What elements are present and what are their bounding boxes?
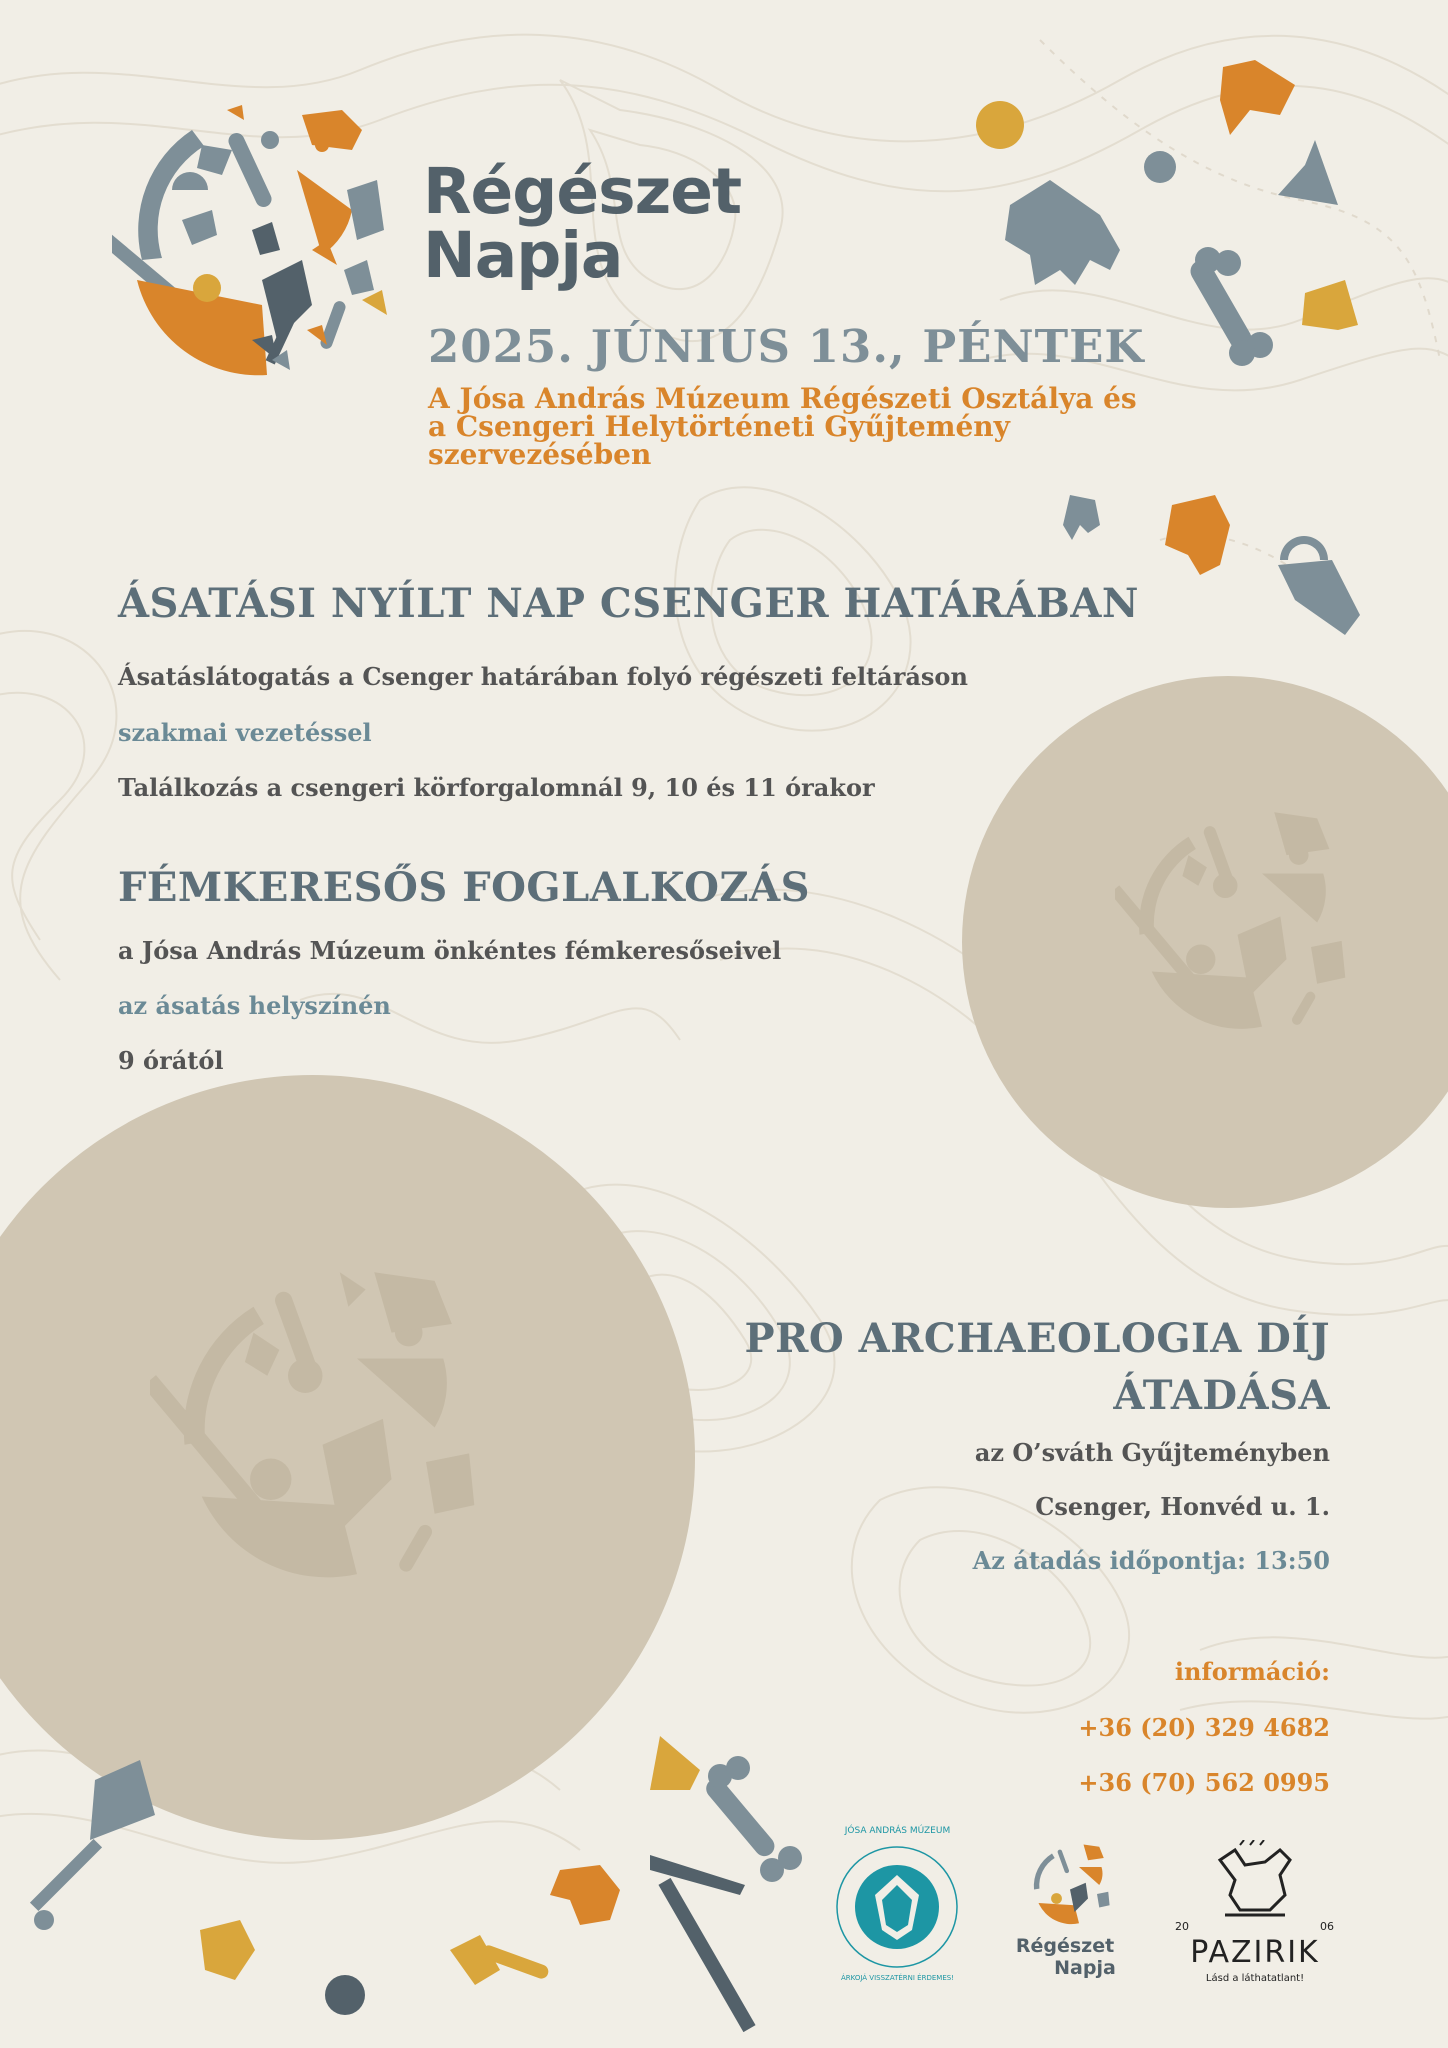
museum-ring-top: JÓSA ANDRÁS MÚZEUM	[844, 1826, 951, 1836]
mustard-wedge-icon	[650, 1736, 700, 1790]
section3-line3: Az átadás időpontja: 13:50	[972, 1546, 1330, 1575]
trowel-icon	[90, 1760, 155, 1840]
dark-dot-icon	[325, 1975, 365, 2015]
section3-line1: az O’sváth Gyűjteményben	[974, 1438, 1330, 1467]
regeszet-napja-logo	[112, 90, 402, 380]
small-slate-shard-icon	[1063, 495, 1100, 540]
pot-icon	[1278, 560, 1360, 635]
pot-handle-icon	[1280, 536, 1328, 560]
organizer-line2: a Csengeri Helytörténeti Gyűjtemény	[428, 410, 1010, 443]
museum-ring-bottom: ÁRKOJÁ VISSZATÉRNI ÉRDEMES!	[840, 1974, 954, 1982]
josa-museum-logo	[830, 1826, 965, 1982]
event-title-line1: Régészet	[423, 155, 742, 228]
section3-heading-line1: PRO ARCHAEOLOGIA DÍJ	[744, 1315, 1330, 1362]
pazirik-year-left: 20	[1175, 1920, 1189, 1933]
section2-line1: a Jósa András Múzeum önkéntes fémkeresőseivel	[118, 936, 782, 965]
info-phone1[interactable]: +36 (20) 329 4682	[1078, 1713, 1330, 1742]
info-label: információ:	[1174, 1657, 1330, 1686]
orange-shard-icon	[1220, 60, 1295, 135]
pazirik-logo	[1170, 1840, 1340, 1990]
organizer-line3: szervezésében	[428, 438, 652, 471]
section1-line2: szakmai vezetéssel	[118, 718, 372, 747]
scattered-artifacts-bottom	[0, 1730, 860, 2048]
mustard-pentagon-icon	[200, 1920, 255, 1980]
faded-logo-large	[150, 1255, 495, 1600]
section3-line2: Csenger, Honvéd u. 1.	[1035, 1492, 1330, 1521]
bone-bottom-icon	[702, 1775, 778, 1861]
event-title	[423, 155, 742, 292]
pazirik-animal-icon	[1210, 1840, 1300, 1925]
pottery-fragment-icon	[1005, 180, 1120, 285]
small-logo-line2: Napja	[1054, 1957, 1116, 1979]
scattered-artifacts-top-right	[960, 55, 1380, 675]
faded-logo-medium	[1115, 800, 1360, 1045]
mustard-shard-icon	[1302, 280, 1358, 330]
section2-heading: FÉMKERESŐS FOGLALKOZÁS	[118, 864, 811, 911]
section2-line2: az ásatás helyszínén	[118, 991, 391, 1020]
museum-emblem-icon	[830, 1840, 965, 1975]
event-date: 2025. JÚNIUS 13., PÉNTEK	[428, 320, 1145, 373]
orange-sherd-icon	[550, 1865, 620, 1925]
section2-line3: 9 órától	[118, 1046, 224, 1075]
pickaxe-handle-icon	[658, 1878, 755, 2032]
pazirik-year-right: 06	[1320, 1920, 1334, 1933]
small-logo-line1: Régészet	[1015, 1935, 1115, 1957]
regeszet-napja-small-logo	[1010, 1840, 1130, 1990]
section1-heading: ÁSATÁSI NYÍLT NAP CSENGER HATÁRÁBAN	[118, 580, 1139, 627]
small-logo-emblem-icon	[1025, 1840, 1115, 1930]
orange-fragment-icon	[1165, 495, 1230, 575]
section3-heading	[745, 1310, 1331, 1424]
info-phone2[interactable]: +36 (70) 562 0995	[1078, 1768, 1330, 1797]
pazirik-tagline: Lásd a láthatatlant!	[1205, 1973, 1305, 1984]
organizer-line1: A Jósa András Múzeum Régészeti Osztálya és	[428, 382, 1137, 415]
section1-line1: Ásatáslátogatás a Csenger határában folyó régészeti feltáráson	[118, 662, 968, 691]
mustard-dot-icon	[976, 101, 1024, 149]
slate-shard-icon	[1278, 140, 1338, 205]
event-title-line2: Napja	[423, 219, 623, 292]
section1-line3: Találkozás a csengeri körforgalomnál 9, 10 és 11 órakor	[118, 773, 875, 802]
slate-dot-icon	[1144, 151, 1176, 183]
section3-heading-line2: ÁTADÁSA	[1113, 1372, 1330, 1419]
pazirik-name: PAZIRIK	[1190, 1935, 1320, 1970]
